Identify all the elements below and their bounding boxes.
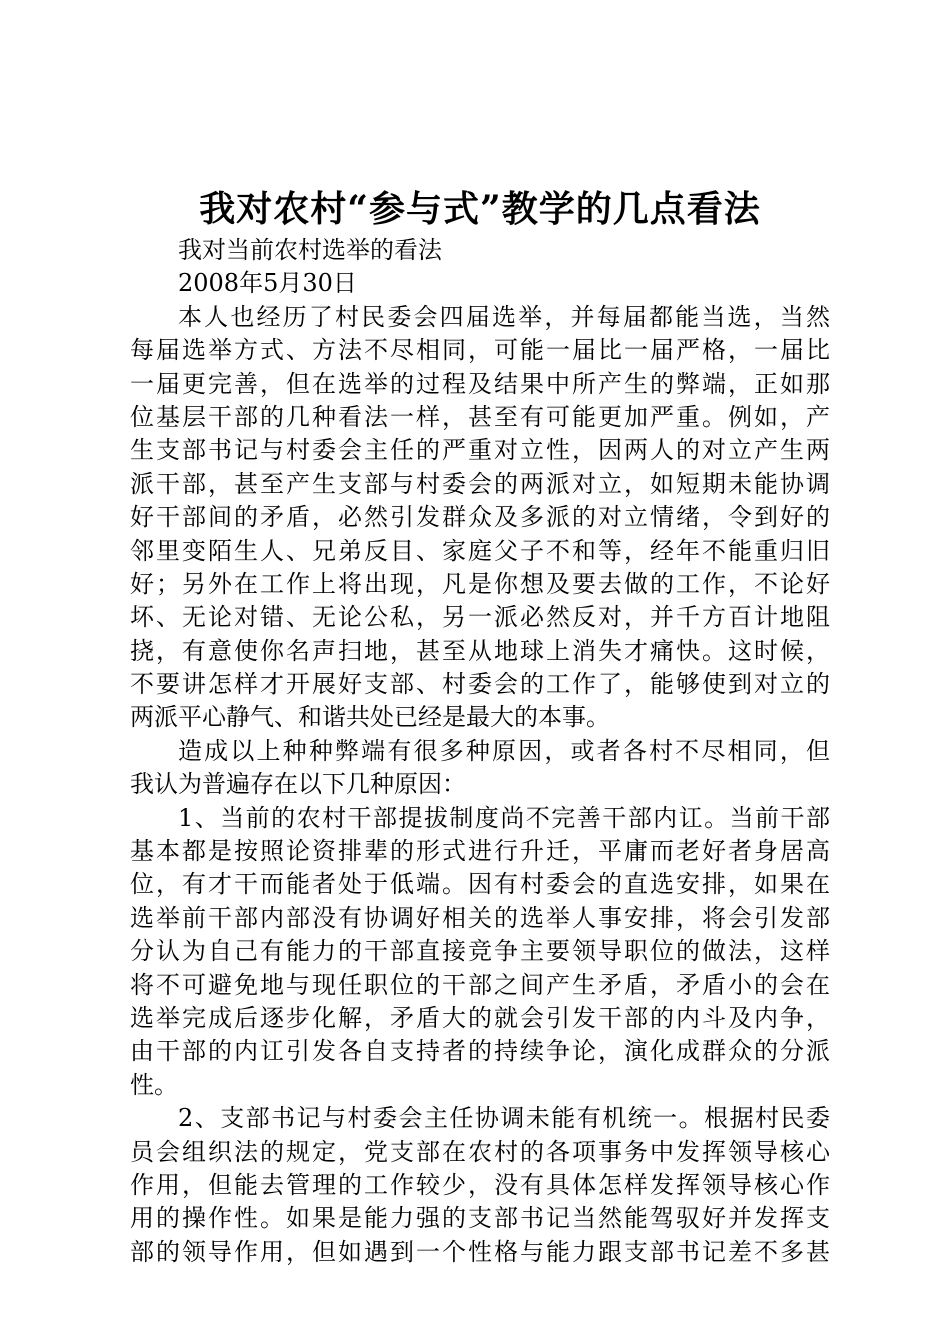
paragraph-line: 用的操作性。如果是能力强的支部书记当然能驾驭好并发挥支: [130, 1204, 830, 1233]
paragraph-line: 部的领导作用，但如遇到一个性格与能力跟支部书记差不多甚: [130, 1237, 830, 1266]
paragraph-line: 性。: [130, 1070, 178, 1099]
paragraph-line: 派干部，甚至产生支部与村委会的两派对立，如短期未能协调: [130, 469, 830, 498]
document-title: 我对农村“参与式”教学的几点看法: [199, 188, 761, 230]
paragraph-line: 位基层干部的几种看法一样，甚至有可能更加严重。例如，产: [130, 402, 830, 431]
paragraph-line: 生支部书记与村委会主任的严重对立性，因两人的对立产生两: [130, 436, 830, 465]
paragraph-line: 每届选举方式、方法不尽相同，可能一届比一届严格，一届比: [130, 336, 830, 365]
paragraph-line: 分认为自己有能力的干部直接竞争主要领导职位的做法，这样: [130, 937, 830, 966]
paragraph-line: 基本都是按照论资排辈的形式进行升迁，平庸而老好者身居高: [130, 837, 830, 866]
paragraph-line: 造成以上种种弊端有很多种原因，或者各村不尽相同，但: [178, 736, 830, 765]
paragraph-line: 选举完成后逐步化解，矛盾大的就会引发干部的内斗及内争，: [130, 1003, 830, 1032]
paragraph-line: 作用，但能去管理的工作较少，没有具体怎样发挥领导核心作: [130, 1170, 830, 1199]
paragraph-line: 一届更完善，但在选举的过程及结果中所产生的弊端，正如那: [130, 369, 830, 398]
paragraph-line: 好干部间的矛盾，必然引发群众及多派的对立情绪，令到好的: [130, 503, 830, 532]
document-body: [130, 234, 830, 1269]
paragraph-line: 将不可避免地与现任职位的干部之间产生矛盾，矛盾小的会在: [130, 970, 830, 999]
paragraph-line: 本人也经历了村民委会四届选举，并每届都能当选，当然: [178, 302, 830, 331]
paragraph-line: 2、支部书记与村委会主任协调未能有机统一。根据村民委: [178, 1104, 830, 1133]
paragraph-line: 选举前干部内部没有协调好相关的选举人事安排，将会引发部: [130, 903, 830, 932]
paragraph-line: 两派平心静气、和谐共处已经是最大的本事。: [130, 703, 610, 732]
paragraph-1: [130, 301, 830, 735]
paragraph-line: 1、当前的农村干部提拔制度尚不完善干部内讧。当前干部: [178, 803, 830, 832]
paragraph-line: 员会组织法的规定，党支部在农村的各项事务中发挥领导核心: [130, 1137, 830, 1166]
paragraph-line: 由干部的内讧引发各自支持者的持续争论，演化成群众的分派: [130, 1037, 830, 1066]
document-date: 2008年5月30日: [178, 269, 357, 298]
document-subtitle: 我对当前农村选举的看法: [178, 236, 442, 264]
paragraph-line: 位，有才干而能者处于低端。因有村委会的直选安排，如果在: [130, 870, 830, 899]
paragraph-line: 坏、无论对错、无论公私，另一派必然反对，并千方百计地阻: [130, 603, 830, 632]
paragraph-line: 我认为普遍存在以下几种原因：: [130, 770, 466, 799]
paragraph-line: 好；另外在工作上将出现，凡是你想及要去做的工作，不论好: [130, 569, 830, 598]
paragraph-4: [130, 1102, 830, 1269]
paragraph-2: [130, 735, 830, 802]
paragraph-line: 邻里变陌生人、兄弟反目、家庭父子不和等，经年不能重归旧: [130, 536, 830, 565]
paragraph-3: [130, 802, 830, 1103]
paragraph-line: 不要讲怎样才开展好支部、村委会的工作了，能够使到对立的: [130, 670, 830, 699]
paragraph-line: 挠，有意使你名声扫地，甚至从地球上消失才痛快。这时候，: [130, 636, 830, 665]
